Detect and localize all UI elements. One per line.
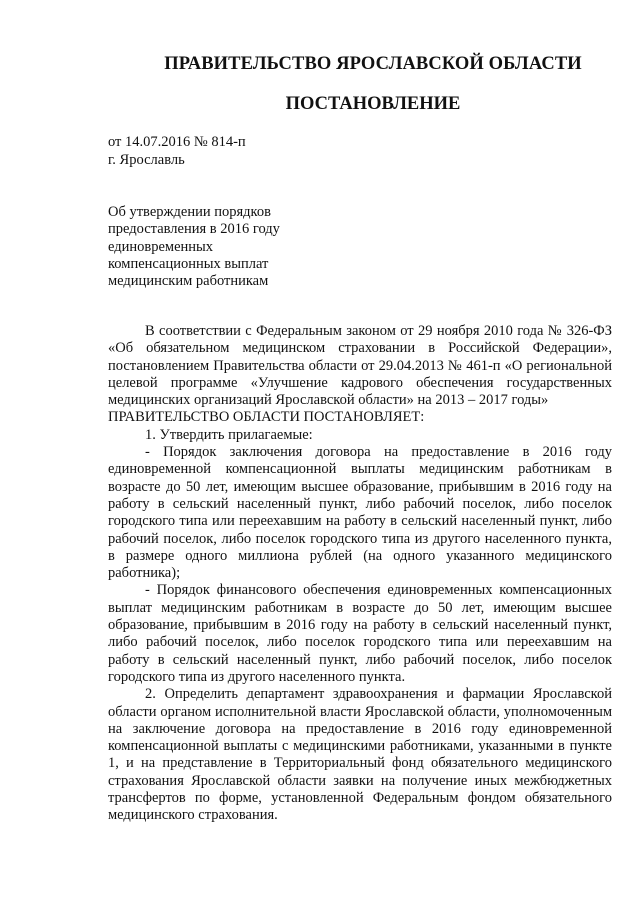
subject-line: Об утверждении порядков: [108, 204, 271, 220]
item-1-b: - Порядок финансового обеспечения единовременных компенсационных выплат медицинским работникам в возрасте до 50 лет, имеющим высшее образование, прибывшим в 2016 году на работу в сельский населенный пункт, либо рабочий поселок, либо поселок городского типа или переехавшим на работу в сельский населенный пункт, либо рабочий поселок, либо поселок городского типа из другого населенного пункта.: [108, 582, 612, 685]
document-meta: [108, 133, 246, 169]
item-1: 1. Утвердить прилагаемые:: [145, 426, 313, 443]
document-subject: [108, 204, 280, 290]
subject-line: медицинским работникам: [108, 273, 269, 290]
subject-line: компенсационных выплат: [108, 255, 269, 272]
document-type-title: ПОСТАНОВЛЕНИЕ: [285, 94, 461, 114]
city-line: г. Ярославль: [108, 152, 185, 168]
item-2: 2. Определить департамент здравоохранения и фармации Ярославской области органом исполнительной власти Ярославской области, уполномоченным на заключение договора на предоставление в 2016 году единовременной компенсационной выплаты с медицинскими работниками, указанными в пункте 1, и на представление в Территориальный фонд обязательного медицинского страхования Ярославской области заявки на получение иных межбюджетных трансфертов по форме, установленной Федеральным фондом обязательного медицинского страхования.: [108, 686, 612, 824]
subject-line: предоставления в 2016 году: [108, 221, 280, 238]
document-body: [108, 323, 612, 825]
resolves-line: ПРАВИТЕЛЬСТВО ОБЛАСТИ ПОСТАНОВЛЯЕТ:: [108, 409, 425, 426]
subject-line: единовременных: [108, 238, 214, 255]
preamble-paragraph: В соответствии с Федеральным законом от 29 ноября 2010 года № 326-ФЗ «Об обязательном медицинском страховании в Российской Федерации», постановлением Правительства области от 29.04.2013 № 461-п «О региональной целевой программе «Улучшение кадрового обеспечения государственных медицинских организаций Ярославской области» на 2013 – 2017 годы»: [108, 323, 612, 409]
organization-title: ПРАВИТЕЛЬСТВО ЯРОСЛАВСКОЙ ОБЛАСТИ: [164, 54, 582, 74]
item-1-a: - Порядок заключения договора на предоставление в 2016 году единовременной компенсационной выплаты медицинским работникам в возрасте до 50 лет, имеющим высшее образование, прибывшим в 2016 году на работу в сельский населенный пункт, либо рабочий поселок, либо поселок городского типа или переехавшим на работу в сельский населенный пункт, либо рабочий поселок, либо поселок городского типа из другого населенного пункта, в размере одного миллиона рублей (на одного указанного медицинского работника);: [108, 444, 612, 582]
date-number-line: от 14.07.2016 № 814-п: [108, 134, 246, 150]
